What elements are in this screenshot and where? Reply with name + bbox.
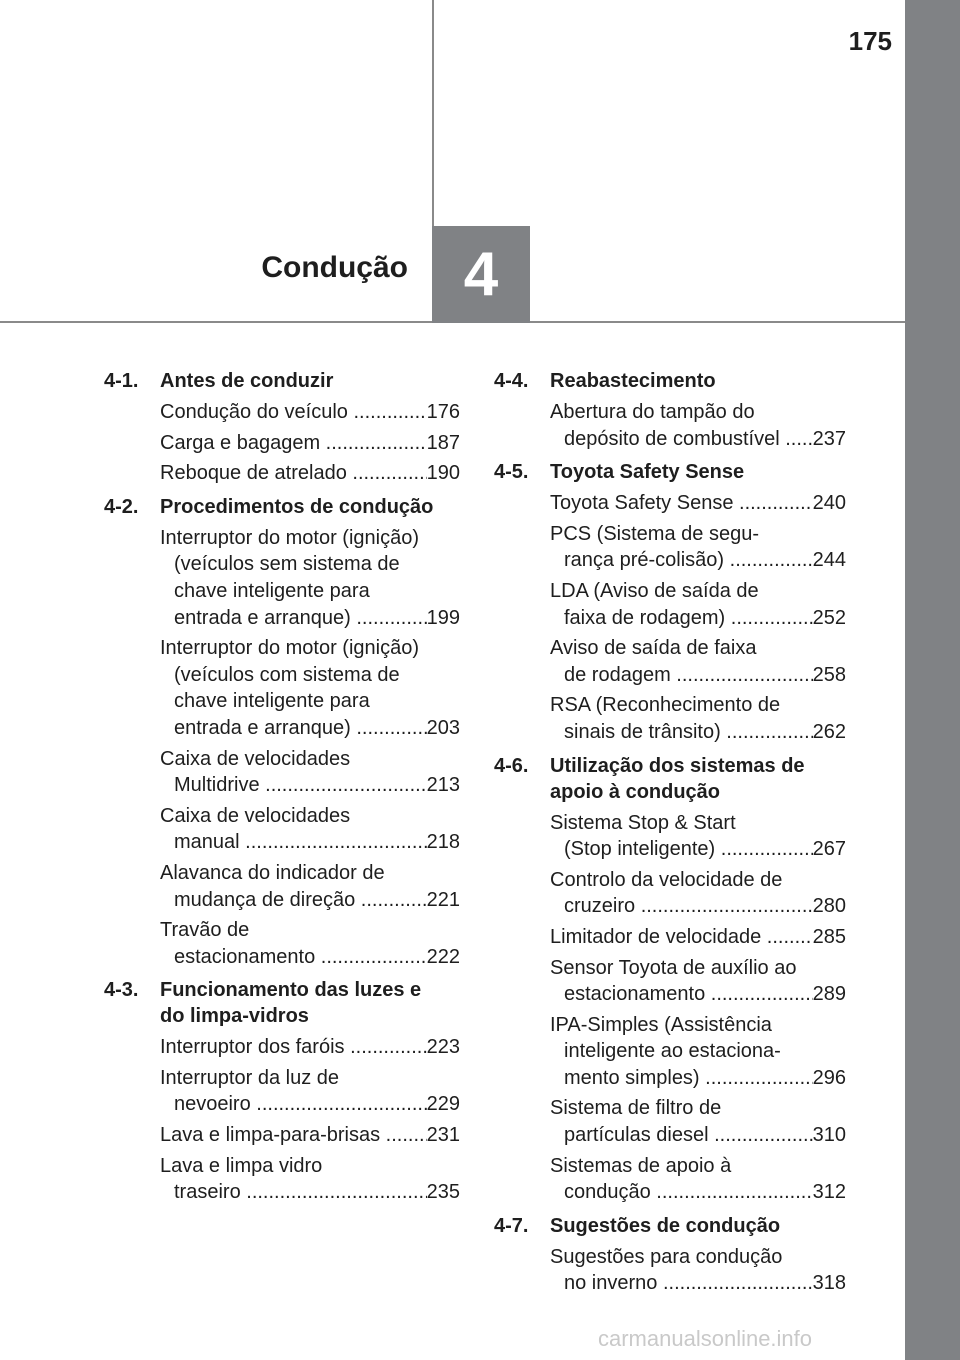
section-heading: [104, 977, 460, 1034]
header-vertical-rule: [432, 0, 434, 226]
entry-line: RSA (Reconhecimento de: [550, 694, 781, 717]
entry-line: Reboque de atrelado .....: [160, 460, 427, 487]
entry-text: [160, 1122, 427, 1149]
toc-entry[interactable]: [160, 399, 460, 430]
toc-entry[interactable]: [550, 1012, 846, 1096]
section-title-line: Procedimentos de condução: [160, 495, 434, 518]
section-title-line: do limpa-vidros: [160, 1005, 309, 1028]
entry-text: [160, 635, 427, 741]
entry-line: faixa de rodagem) .....: [550, 605, 813, 632]
entry-page-number[interactable]: 176: [426, 401, 460, 423]
entry-line: Interruptor do motor (ignição): [160, 526, 420, 549]
entry-page-number[interactable]: 223: [426, 1036, 460, 1059]
entry-line: IPA-Simples (Assistência: [550, 1013, 772, 1036]
entry-line: Sistemas de apoio à: [550, 1154, 732, 1177]
entry-page-number[interactable]: 296: [812, 1066, 846, 1089]
entry-page-number[interactable]: 318: [812, 1272, 846, 1295]
entry-line: Abertura do tampão do: [550, 401, 755, 423]
entry-text: [550, 1153, 813, 1206]
entry-line: nevoeiro .....: [160, 1091, 427, 1118]
entry-text: [550, 578, 813, 631]
toc-entry[interactable]: [160, 803, 460, 860]
entry-page-number[interactable]: 310: [812, 1124, 846, 1147]
entry-line: Interruptor da luz de: [160, 1066, 339, 1089]
entry-text: [160, 460, 427, 487]
entry-text: [160, 746, 427, 799]
entry-text: [550, 521, 813, 574]
entry-line: chave inteligente para: [174, 579, 370, 602]
entry-line: Carga e bagagem .....: [160, 430, 427, 457]
section-title: [550, 753, 846, 805]
entry-line: Travão de: [160, 919, 250, 942]
section-number: 4-7.: [494, 1214, 529, 1237]
section-number: 4-6.: [494, 754, 529, 777]
toc-entry[interactable]: [160, 1122, 460, 1153]
entry-line: Condução do veículo .....: [160, 399, 427, 426]
entry-text: [160, 1065, 427, 1118]
entry-line: Caixa de velocidades: [160, 747, 351, 770]
entry-line: mento simples) .....: [550, 1065, 813, 1092]
entry-page-number[interactable]: 229: [426, 1093, 460, 1116]
entry-line: traseiro .....: [160, 1179, 427, 1206]
entry-line: (veículos com sistema de: [174, 663, 400, 686]
toc-entry[interactable]: [160, 1153, 460, 1210]
section-number: 4-3.: [104, 979, 139, 1002]
toc-entry[interactable]: [550, 867, 846, 924]
entry-line: inteligente ao estaciona-: [564, 1040, 781, 1063]
entry-page-number[interactable]: 258: [812, 663, 846, 686]
entry-line: Lava e limpa-para-brisas .....: [160, 1122, 427, 1149]
entry-text: [160, 1034, 427, 1061]
entry-page-number[interactable]: 221: [426, 888, 460, 911]
section-number: 4-2.: [104, 495, 139, 518]
toc-entry[interactable]: [550, 692, 846, 749]
toc-entry[interactable]: [160, 430, 460, 461]
section-title: [160, 368, 460, 394]
entry-line: rança pré-colisão) .....: [550, 547, 813, 574]
toc-entry[interactable]: [550, 955, 846, 1012]
entry-line: Sugestões para condução: [550, 1245, 783, 1268]
entry-text: [550, 635, 813, 688]
section-heading: [494, 1213, 846, 1244]
entry-line: no inverno .....: [550, 1270, 813, 1297]
entry-text: [550, 1012, 813, 1092]
chapter-title: Condução: [261, 251, 408, 284]
section-heading: [494, 368, 846, 399]
entry-page-number[interactable]: 218: [426, 831, 460, 854]
section-title-line: Utilização dos sistemas de: [550, 754, 805, 777]
toc-section: [494, 459, 846, 749]
entry-line: Caixa de velocidades: [160, 804, 351, 827]
entry-text: [160, 860, 427, 913]
entry-line: depósito de combustível .....: [550, 426, 813, 453]
entry-line: manual .....: [160, 829, 427, 856]
entry-text: [160, 430, 427, 457]
section-title-line: Funcionamento das luzes e: [160, 979, 422, 1002]
entry-page-number[interactable]: 312: [812, 1181, 846, 1204]
toc-column-right: [494, 368, 846, 1304]
entry-line: estacionamento .....: [550, 981, 813, 1008]
toc-entry[interactable]: [160, 1034, 460, 1065]
entry-line: de rodagem .....: [550, 662, 813, 689]
section-title: [160, 977, 460, 1029]
toc-entry[interactable]: [160, 1065, 460, 1122]
toc-entry[interactable]: [160, 746, 460, 803]
entry-text: [160, 917, 427, 970]
section-title: [550, 368, 846, 394]
toc-entry[interactable]: [550, 578, 846, 635]
toc-entry[interactable]: [550, 635, 846, 692]
toc-entry[interactable]: [550, 399, 846, 456]
section-title: [160, 494, 460, 520]
entry-line: condução .....: [550, 1179, 813, 1206]
entry-line: (Stop inteligente) .....: [550, 836, 813, 863]
entry-line: Limitador de velocidade .....: [550, 924, 813, 951]
watermark: carmanualsonline.info: [598, 1326, 813, 1351]
section-heading: [104, 494, 460, 525]
entry-page-number[interactable]: 262: [812, 720, 846, 743]
toc-entry[interactable]: [550, 1095, 846, 1152]
entry-page-number[interactable]: 222: [426, 945, 460, 968]
entry-line: partículas diesel .....: [550, 1122, 813, 1149]
toc-entry[interactable]: [550, 521, 846, 578]
entry-page-number[interactable]: 237: [812, 427, 846, 450]
entry-page-number[interactable]: 280: [812, 895, 846, 918]
entry-text: [550, 810, 813, 863]
entry-page-number[interactable]: 235: [426, 1181, 460, 1204]
entry-page-number[interactable]: 213: [426, 774, 460, 797]
entry-text: [550, 955, 813, 1008]
toc-section: [494, 1213, 846, 1301]
section-title-line: Sugestões de condução: [550, 1214, 781, 1237]
entry-page-number[interactable]: 252: [812, 606, 846, 629]
entry-line: Toyota Safety Sense .....: [550, 490, 813, 517]
toc-entry[interactable]: [550, 1244, 846, 1301]
toc-entry[interactable]: [550, 490, 846, 521]
toc-entry[interactable]: [160, 860, 460, 917]
section-title-line: Reabastecimento: [550, 370, 716, 392]
entry-text: [550, 490, 813, 517]
entry-line: PCS (Sistema de segu-: [550, 522, 759, 545]
section-heading: [494, 753, 846, 810]
entry-page-number[interactable]: 289: [812, 983, 846, 1006]
toc-entry[interactable]: [550, 924, 846, 955]
entry-page-number[interactable]: 203: [426, 716, 460, 739]
entry-line: entrada e arranque) .....: [160, 605, 427, 632]
section-heading: [494, 459, 846, 490]
toc-section: [104, 494, 460, 975]
entry-text: [550, 399, 813, 452]
toc-section: [104, 368, 460, 491]
entry-text: [550, 1095, 813, 1148]
section-title: [550, 459, 846, 485]
entry-line: Multidrive .....: [160, 772, 427, 799]
toc-entry[interactable]: [550, 1153, 846, 1210]
entry-text: [160, 525, 427, 631]
entry-text: [160, 399, 427, 426]
toc-entry[interactable]: [160, 525, 460, 635]
section-heading: [104, 368, 460, 399]
entry-text: [160, 1153, 427, 1206]
entry-page-number[interactable]: 240: [812, 492, 846, 515]
toc-section: [494, 753, 846, 1210]
toc-column-left: [104, 368, 460, 1213]
entry-page-number[interactable]: 267: [812, 838, 846, 861]
entry-line: sinais de trânsito) .....: [550, 719, 813, 746]
entry-line: (veículos sem sistema de: [174, 553, 400, 576]
entry-page-number[interactable]: 231: [426, 1124, 460, 1147]
chapter-tab-bar: [905, 0, 960, 1360]
toc-entry[interactable]: [160, 460, 460, 491]
entry-line: Sensor Toyota de auxílio ao: [550, 956, 797, 979]
entry-text: [160, 803, 427, 856]
section-title: [550, 1213, 846, 1239]
section-number: 4-4.: [494, 370, 529, 392]
entry-line: Alavanca do indicador de: [160, 861, 385, 884]
entry-text: [550, 867, 813, 920]
entry-line: mudança de direção .....: [160, 887, 427, 914]
section-title-line: apoio à condução: [550, 780, 721, 803]
entry-page-number[interactable]: 190: [426, 462, 460, 485]
toc-entry[interactable]: [550, 810, 846, 867]
entry-line: entrada e arranque) .....: [160, 715, 427, 742]
entry-line: Sistema de filtro de: [550, 1097, 722, 1120]
toc-entry[interactable]: [160, 635, 460, 745]
section-number: 4-1.: [104, 370, 139, 392]
section-title-line: Antes de conduzir: [160, 370, 334, 392]
entry-line: estacionamento .....: [160, 944, 427, 971]
entry-line: cruzeiro .....: [550, 893, 813, 920]
section-title-line: Toyota Safety Sense: [550, 461, 745, 484]
toc-section: [104, 977, 460, 1210]
entry-line: Lava e limpa vidro: [160, 1154, 323, 1177]
entry-text: [550, 1244, 813, 1297]
section-number: 4-5.: [494, 461, 529, 484]
toc-section: [494, 368, 846, 456]
entry-line: Sistema Stop & Start: [550, 811, 736, 834]
entry-page-number[interactable]: 187: [426, 431, 460, 454]
chapter-number-box: 4: [432, 226, 530, 323]
page-number: 175: [848, 26, 892, 56]
entry-line: Interruptor do motor (ignição): [160, 637, 420, 660]
entry-line: Interruptor dos faróis .....: [160, 1034, 427, 1061]
entry-page-number[interactable]: 285: [812, 925, 846, 948]
entry-line: Controlo da velocidade de: [550, 868, 783, 891]
toc-entry[interactable]: [160, 917, 460, 974]
entry-page-number[interactable]: 244: [812, 549, 846, 572]
entry-text: [550, 924, 813, 951]
entry-line: LDA (Aviso de saída de: [550, 579, 759, 602]
entry-line: chave inteligente para: [174, 690, 370, 713]
entry-text: [550, 692, 813, 745]
entry-page-number[interactable]: 199: [426, 606, 460, 629]
entry-line: Aviso de saída de faixa: [550, 637, 757, 660]
